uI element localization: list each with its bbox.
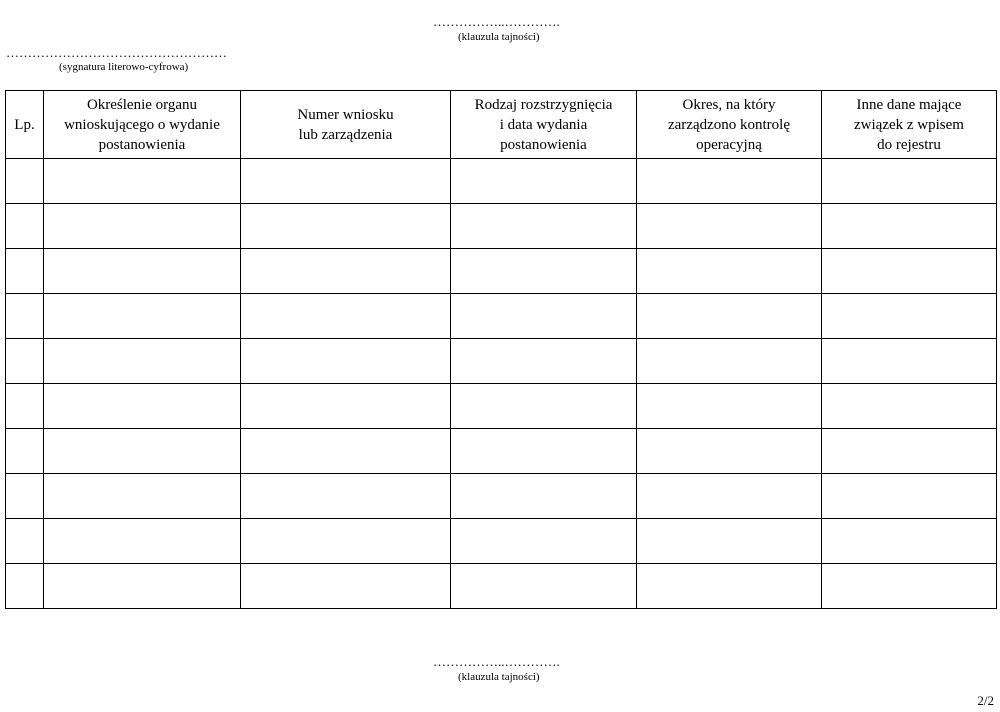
table-cell xyxy=(822,519,997,564)
table-cell xyxy=(241,474,451,519)
table-cell xyxy=(637,429,822,474)
signature-caption: (sygnatura literowo-cyfrowa) xyxy=(59,61,189,73)
table-cell xyxy=(822,249,997,294)
table-body xyxy=(6,159,997,609)
table-cell xyxy=(451,294,637,339)
table-cell xyxy=(44,474,241,519)
table-row xyxy=(6,519,997,564)
table-cell xyxy=(637,564,822,609)
table-cell xyxy=(637,159,822,204)
table-cell xyxy=(241,204,451,249)
classification-caption-bottom: (klauzula tajności) xyxy=(458,671,540,683)
table-cell xyxy=(44,249,241,294)
table-cell xyxy=(6,384,44,429)
table-cell xyxy=(6,429,44,474)
table-cell xyxy=(44,519,241,564)
table-cell xyxy=(822,429,997,474)
table-cell xyxy=(822,159,997,204)
table-cell xyxy=(637,474,822,519)
column-header-okres: Okres, na który zarządzono kontrolę operacyjną xyxy=(637,91,822,159)
table-row xyxy=(6,249,997,294)
table-row xyxy=(6,429,997,474)
table-cell xyxy=(637,294,822,339)
table-cell xyxy=(822,384,997,429)
table-cell xyxy=(822,564,997,609)
table-cell xyxy=(451,249,637,294)
table-cell xyxy=(241,294,451,339)
table-cell xyxy=(241,429,451,474)
table-cell xyxy=(6,204,44,249)
table-cell xyxy=(637,204,822,249)
table-cell xyxy=(637,384,822,429)
table-row xyxy=(6,474,997,519)
table-cell xyxy=(44,204,241,249)
table-row xyxy=(6,339,997,384)
table-cell xyxy=(6,249,44,294)
table-cell xyxy=(451,474,637,519)
column-header-lp: Lp. xyxy=(6,91,44,159)
table-cell xyxy=(241,384,451,429)
table-row xyxy=(6,564,997,609)
table-header-row xyxy=(6,91,997,159)
table-row xyxy=(6,384,997,429)
table-cell xyxy=(241,159,451,204)
table-cell xyxy=(241,564,451,609)
classification-dots-top: ……………..…………. xyxy=(433,14,560,29)
table-cell xyxy=(822,474,997,519)
table-cell xyxy=(637,339,822,384)
table-cell xyxy=(44,339,241,384)
column-header-organ: Określenie organu wnioskującego o wydanie postanowienia xyxy=(44,91,241,159)
table-cell xyxy=(822,339,997,384)
table-cell xyxy=(822,294,997,339)
table-cell xyxy=(451,519,637,564)
classification-dots-bottom: ……………..…………. xyxy=(433,654,560,669)
classification-caption-top: (klauzula tajności) xyxy=(458,31,540,43)
page-number: 2/2 xyxy=(977,693,994,708)
table-row xyxy=(6,204,997,249)
table-cell xyxy=(44,429,241,474)
table-cell xyxy=(6,339,44,384)
table-cell xyxy=(6,474,44,519)
table-cell xyxy=(6,519,44,564)
table-cell xyxy=(241,339,451,384)
table-cell xyxy=(451,159,637,204)
table-cell xyxy=(241,249,451,294)
table-cell xyxy=(44,294,241,339)
table-cell xyxy=(637,249,822,294)
signature-dots: …………………………………………… xyxy=(6,45,227,60)
table-cell xyxy=(451,564,637,609)
table-cell xyxy=(451,429,637,474)
table-row xyxy=(6,294,997,339)
table-cell xyxy=(6,294,44,339)
column-header-wniosek: Numer wniosku lub zarządzenia xyxy=(241,91,451,159)
column-header-rozstrzygniecie: Rodzaj rozstrzygnięcia i data wydania postanowienia xyxy=(451,91,637,159)
table-cell xyxy=(241,519,451,564)
table-cell xyxy=(637,519,822,564)
table-cell xyxy=(451,384,637,429)
table-row xyxy=(6,159,997,204)
table-cell xyxy=(6,564,44,609)
table-cell xyxy=(451,204,637,249)
table-cell xyxy=(6,159,44,204)
table-cell xyxy=(451,339,637,384)
column-header-inne-dane: Inne dane mające związek z wpisem do rejestru xyxy=(822,91,997,159)
register-table xyxy=(5,90,997,609)
table-cell xyxy=(44,564,241,609)
table-cell xyxy=(822,204,997,249)
table-cell xyxy=(44,159,241,204)
table-cell xyxy=(44,384,241,429)
